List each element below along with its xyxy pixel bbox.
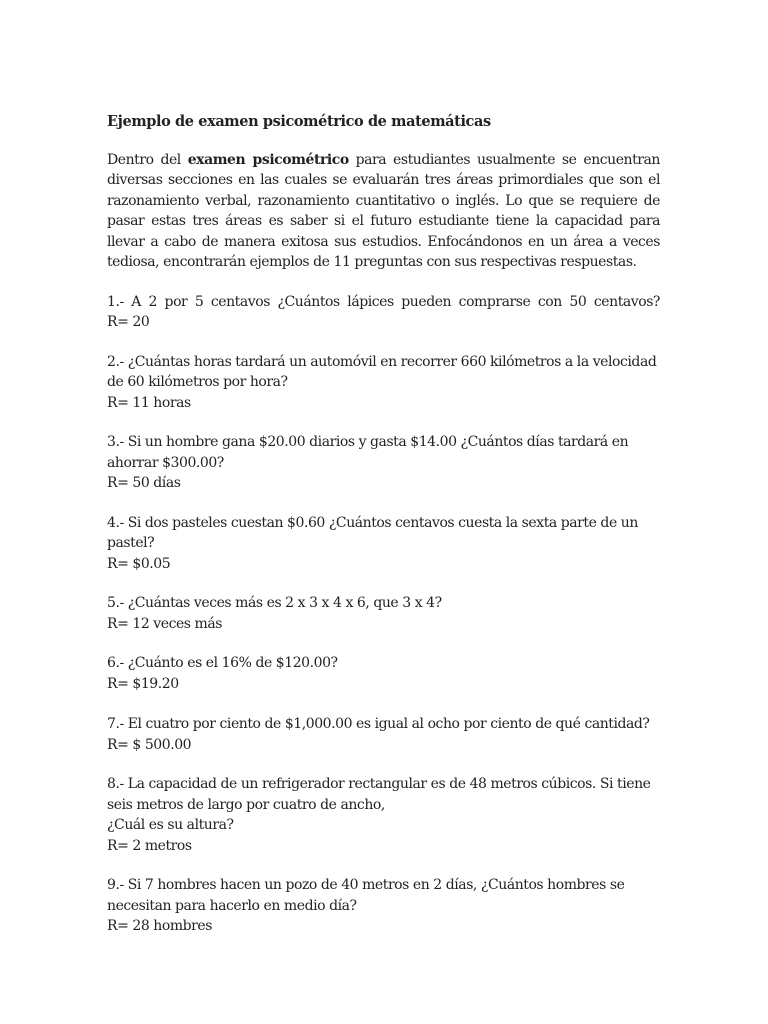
question-answer: R= $0.05: [107, 555, 171, 572]
question-answer: R= $19.20: [107, 675, 179, 692]
question-text: 7.- El cuatro por ciento de $1,000.00 es igual al ocho por ciento de qué cantidad?: [107, 716, 650, 732]
intro-paragraph: [107, 150, 660, 273]
question-text: 8.- La capacidad de un refrigerador rectangular es de 48 metros cúbicos. Si tiene seis metros de largo por cuatro de ancho,: [107, 776, 651, 813]
question-5: [107, 593, 660, 634]
question-answer: R= 50 días: [107, 475, 181, 491]
question-text: 3.- Si un hombre gana $20.00 diarios y gasta $14.00 ¿Cuántos días tardará en ahorrar $300.00?: [107, 434, 629, 471]
question-text: 5.- ¿Cuántas veces más es 2 x 3 x 4 x 6, que 3 x 4?: [107, 595, 442, 611]
question-answer: R= 2 metros: [107, 837, 192, 854]
question-text: 2.- ¿Cuántas horas tardará un automóvil en recorrer 660 kilómetros a la velocidad de 60 kilómetros por hora?: [107, 353, 657, 390]
question-8: [107, 774, 660, 856]
question-text: 4.- Si dos pasteles cuestan $0.60 ¿Cuántos centavos cuesta la sexta parte de un pastel?: [107, 514, 638, 551]
question-answer: R= 12 veces más: [107, 615, 222, 632]
question-2: [107, 352, 660, 414]
intro-text-after: para estudiantes usualmente se encuentran diversas secciones en las cuales se evaluarán tres áreas primordiales que son el razonamiento verbal, razonamiento cuantitativo o inglés. Lo que se requiere de pasar estas tres áreas es saber si el futuro estudiante tiene la capacidad para llevar a cabo de manera exitosa sus estudios. Enfocándonos en un área a veces tediosa, encontrarán ejemplos de 11 preguntas con sus respectivas respuestas.: [107, 151, 660, 270]
question-text: 1.- A 2 por 5 centavos ¿Cuántos lápices pueden comprarse con 50 centavos?: [107, 293, 660, 310]
question-answer: R= 28 hombres: [107, 918, 212, 934]
question-answer: R= 20: [107, 314, 150, 330]
question-4: [107, 513, 660, 575]
question-6: [107, 653, 660, 694]
question-text: 6.- ¿Cuánto es el 16% de $120.00?: [107, 655, 338, 671]
question-answer: R= 11 horas: [107, 394, 191, 411]
document-title: Ejemplo de examen psicométrico de matemáticas: [107, 113, 491, 130]
question-answer: R= $ 500.00: [107, 736, 192, 753]
document-content: [107, 112, 660, 956]
question-9: [107, 875, 660, 937]
intro-text-before: Dentro del: [107, 151, 188, 168]
intro-bold-term: examen psicométrico: [187, 151, 349, 168]
question-text: 9.- Si 7 hombres hacen un pozo de 40 metros en 2 días, ¿Cuántos hombres se necesitan para hacerlo en medio día?: [107, 877, 625, 914]
question-7: [107, 714, 660, 755]
question-1: [107, 292, 660, 333]
question-3: [107, 432, 660, 494]
question-text-continued: ¿Cuál es su altura?: [107, 817, 234, 833]
